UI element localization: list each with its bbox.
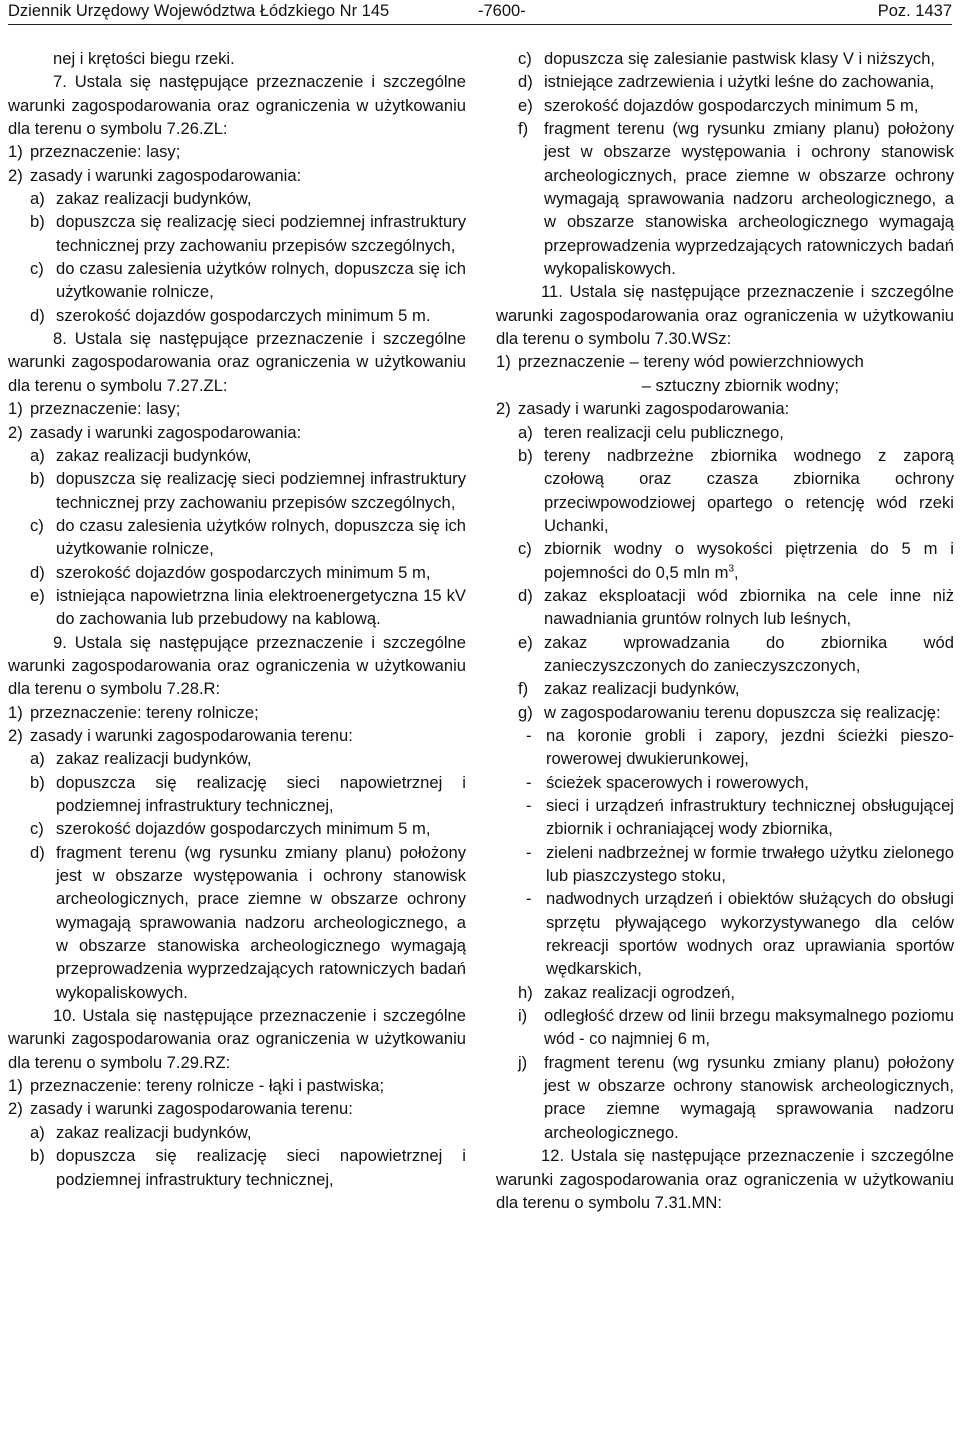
list-item-label: 2) (8, 725, 23, 745)
list-item-label: d) (518, 585, 533, 605)
list-item (8, 584, 466, 631)
dash-list-item (496, 841, 954, 888)
list-item-text: zasady i warunki zagospodarowania: (30, 165, 302, 185)
section-9-intro: 9. Ustala się następujące przeznaczenie i szczególne warunki zagospodarowania oraz ograniczenia w użytkowaniu dla terenu o symbolu 7.28.R: (8, 632, 466, 699)
list-item-label: e) (30, 585, 45, 605)
position-number: Poz. 1437 (877, 2, 952, 20)
list-item-label: 1) (8, 399, 23, 419)
list-item (8, 467, 466, 514)
section-11-list-c (496, 981, 954, 1144)
list-item (8, 1121, 466, 1144)
list-item-text: zasady i warunki zagospodarowania: (30, 422, 302, 442)
list-item (8, 257, 466, 304)
dash-list-item (496, 771, 954, 794)
list-item (8, 817, 466, 840)
list-item-label: c) (30, 819, 44, 839)
list-item-text: dopuszcza się realizację sieci podziemnej infrastruktury technicznej przy zachowaniu przepisów szczególnych, (56, 469, 466, 512)
list-item-text: dopuszcza się realizację sieci napowietrznej i podziemnej infrastruktury technicznej, (56, 1146, 466, 1189)
list-item (8, 1097, 466, 1120)
dash-bullet: - (526, 725, 532, 745)
list-item-label: c) (30, 515, 44, 535)
list-item-text: zakaz realizacji ogrodzeń, (544, 982, 735, 1002)
list-item (496, 94, 954, 117)
section-11-dash-list (496, 724, 954, 981)
list-item-text: przeznaczenie: tereny rolnicze; (30, 702, 259, 722)
list-item-text: zakaz eksploatacji wód zbiornika na cele inne niż nawadniania gruntów rolnych lub leśnych, (544, 585, 954, 629)
dash-list-item-text: nadwodnych urządzeń i obiektów służących do obsługi sprzętu pływającego wykorzystywanego dla celów rekreacji sportów wodnych oraz uprawiania sportów wędkarskich, (546, 889, 954, 979)
list-item-text: szerokość dojazdów gospodarczych minimum 5 m, (56, 819, 431, 839)
list-item-label: b) (30, 469, 45, 489)
section-7-list (8, 140, 466, 327)
list-item-label: d) (30, 842, 45, 862)
right-column (496, 47, 954, 1214)
list-item-text: do czasu zalesienia użytków rolnych, dopuszcza się ich użytkowanie rolnicze, (56, 259, 466, 302)
list-item-text: zasady i warunki zagospodarowania terenu: (30, 1099, 353, 1119)
section-12-intro: 12. Ustala się następujące przeznaczenie i szczególne warunki zagospodarowania oraz ograniczenia w użytkowaniu dla terenu o symbolu 7.31.MN: (496, 1146, 954, 1212)
list-item (8, 561, 466, 584)
list-item-label: b) (518, 445, 533, 465)
dash-bullet: - (526, 772, 532, 792)
dash-list-item-text: sieci i urządzeń infrastruktury technicznej obsługującej zbiornik i ochraniającej wody zbiornika, (546, 796, 954, 839)
page-number: -7600- (478, 2, 526, 20)
list-item-text: zakaz realizacji budynków, (56, 445, 252, 465)
list-item-text: w zagospodarowaniu terenu dopuszcza się realizację: (544, 702, 941, 722)
list-item-text-continuation: – sztuczny zbiornik wodny; (641, 375, 839, 395)
list-item (496, 70, 954, 93)
section-11-list-a (496, 421, 954, 538)
section-7-intro: 7. Ustala się następujące przeznaczenie i szczególne warunki zagospodarowania oraz ograniczenia w użytkowaniu dla terenu o symbolu 7.26.ZL: (8, 72, 466, 139)
list-item-text: zakaz wprowadzania do zbiornika wód zanieczyszczonych do zanieczyszczonych, (544, 632, 954, 675)
list-item-label: b) (30, 772, 45, 792)
list-item (8, 140, 466, 163)
dash-bullet: - (526, 842, 532, 862)
section-8-list (8, 397, 466, 630)
list-item-text: zakaz realizacji budynków, (56, 189, 252, 209)
list-item-label: d) (30, 305, 45, 325)
list-item-text: szerokość dojazdów gospodarczych minimum 5 m, (56, 562, 431, 582)
section-10-intro: 10. Ustala się następujące przeznaczenie i szczególne warunki zagospodarowania oraz ograniczenia w użytkowaniu dla terenu o symbolu 7.29.RZ: (8, 1006, 466, 1072)
list-item-text: tereny nadbrzeżne zbiornika wodnego z zaporą czołową oraz czasza zbiornika ochrony przeciwpowodziowej opartego o retencję wód rzeki Uchanki, (544, 445, 954, 535)
list-item (8, 164, 466, 187)
list-item (496, 631, 954, 678)
list-item (8, 421, 466, 444)
list-item-text: istniejące zadrzewienia i użytki leśne do zachowania, (544, 72, 935, 92)
section-9-list (8, 701, 466, 1004)
list-item-text: fragment terenu (wg rysunku zmiany planu) położony jest w obszarze ochrony stanowisk archeologicznych, prace ziemne wymagają sprawowania nadzoru archeologicznego. (544, 1052, 954, 1142)
list-item-text: zakaz realizacji budynków, (56, 749, 252, 769)
list-item-label: j) (518, 1052, 528, 1072)
list-item (8, 1144, 466, 1191)
list-item-text: przeznaczenie: tereny rolnicze - łąki i pastwiska; (30, 1076, 385, 1096)
list-item-label: b) (30, 1146, 45, 1166)
list-item-label: 1) (8, 702, 23, 722)
dash-list-item (496, 724, 954, 771)
list-item (8, 724, 466, 747)
list-item-label: i) (518, 1006, 528, 1026)
list-item-label: f) (518, 679, 529, 699)
list-item-text: szerokość dojazdów gospodarczych minimum 5 m, (544, 95, 919, 115)
list-item-label: c) (518, 49, 532, 68)
list-item-label: f) (518, 119, 529, 139)
list-item-text: fragment terenu (wg rysunku zmiany planu) położony jest w obszarze występowania i ochrony stanowisk archeologicznych, prace ziemne w obszarze ochrony wymagają sprawowania nadzoru archeologicznego, a w obszarze stanowiska archeologicznego wymagają przeprowadzenia wyprzedzających ratowniczych badań wykopaliskowych. (56, 842, 466, 1002)
dash-list-item-text: na koronie grobli i zapory, jezdni ścieżki pieszo-rowerowej dwukierunkowej, (546, 725, 954, 769)
list-item-text: przeznaczenie: lasy; (30, 399, 181, 419)
list-item-label: a) (30, 749, 45, 769)
list-item-text: odległość drzew od linii brzegu maksymalnego poziomu wód - co najmniej 6 m, (544, 1006, 954, 1049)
list-item-label: e) (518, 95, 533, 115)
list-item-label: g) (518, 702, 533, 722)
list-item-label: d) (30, 562, 45, 582)
list-item (8, 747, 466, 770)
section-10-list (8, 1074, 466, 1191)
left-column (8, 47, 466, 1191)
list-item (496, 981, 954, 1004)
list-item-text: dopuszcza się realizację sieci podziemnej infrastruktury technicznej przy zachowaniu przepisów szczególnych, (56, 212, 466, 255)
list-item (496, 1051, 954, 1144)
list-item (496, 701, 954, 724)
list-item (8, 187, 466, 210)
list-item-text: szerokość dojazdów gospodarczych minimum 5 m. (56, 305, 431, 325)
section-10-continued-list (496, 47, 954, 280)
list-item-text: przeznaczenie: lasy; (30, 142, 181, 162)
list-item-label: e) (518, 632, 533, 652)
dash-list-item-text: zieleni nadbrzeżnej w formie trwałego użytku zielonego lub piaszczystego stoku, (546, 842, 954, 886)
list-item-text: teren realizacji celu publicznego, (544, 422, 784, 442)
list-item-text: przeznaczenie – tereny wód powierzchniowych (518, 352, 864, 372)
list-item-label: a) (518, 422, 533, 442)
list-item (8, 397, 466, 420)
list-item (496, 1004, 954, 1051)
list-item (496, 421, 954, 444)
list-item (496, 584, 954, 631)
list-item (8, 304, 466, 327)
dash-list-item (496, 887, 954, 980)
list-item (8, 841, 466, 1004)
list-item (8, 210, 466, 257)
list-item-text: dopuszcza się realizację sieci napowietrznej i podziemnej infrastruktury technicznej, (56, 772, 466, 815)
list-item (496, 677, 954, 700)
dash-bullet: - (526, 796, 532, 815)
list-item-label: 2) (8, 422, 23, 442)
list-item (496, 117, 954, 280)
list-item-text: zakaz realizacji budynków, (56, 1122, 252, 1142)
list-item-label: a) (30, 445, 45, 465)
list-item (496, 47, 954, 70)
list-item (8, 771, 466, 818)
list-item-label: 2) (8, 1099, 23, 1119)
page-header (8, 0, 952, 25)
dash-list-item-text: ścieżek spacerowych i rowerowych, (546, 772, 809, 792)
list-item-text: fragment terenu (wg rysunku zmiany planu) położony jest w obszarze występowania i ochrony stanowisk archeologicznych, prace ziemne w obszarze ochrony wymagają sprawowania nadzoru archeologicznego, a w obszarze stanowiska archeologicznego wymagają przeprowadzenia wyprzedzających ratowniczych badań wykopaliskowych. (544, 119, 954, 279)
list-item-text: do czasu zalesienia użytków rolnych, dopuszcza się ich użytkowanie rolnicze, (56, 515, 466, 559)
section-11-intro: 11. Ustala się następujące przeznaczenie i szczególne warunki zagospodarowania oraz ograniczenia w użytkowaniu dla terenu o symbolu 7.30.WSz: (496, 282, 954, 349)
list-item-label: 1) (8, 142, 23, 162)
dash-bullet: - (526, 889, 532, 909)
list-item-text: zbiornik wodny o wysokości piętrzenia do 5 m i pojemności do 0,5 mln $m^3$, (544, 539, 954, 582)
list-item-text: zasady i warunki zagospodarowania terenu: (30, 725, 353, 745)
list-item-label: 1) (8, 1076, 23, 1096)
list-item-label: b) (30, 212, 45, 232)
list-item-text: istniejąca napowietrzna linia elektroenergetyczna 15 kV do zachowania lub przebudowy na kablową. (56, 585, 466, 629)
list-item: c) zbiornik wodny o wysokości piętrzenia do 5 m i pojemności do 0,5 mln $m^3$, (496, 537, 954, 584)
journal-title: Dziennik Urzędowy Województwa Łódzkiego Nr 145 (8, 2, 390, 20)
list-item: 2) zasady i warunki zagospodarowania: (496, 397, 954, 420)
section-8-intro: 8. Ustala się następujące przeznaczenie i szczególne warunki zagospodarowania oraz ograniczenia w użytkowaniu dla terenu o symbolu 7.27.ZL: (8, 329, 466, 395)
list-item (8, 444, 466, 467)
list-item-label: 2) (8, 165, 23, 185)
list-item-label: h) (518, 982, 533, 1002)
list-item (8, 701, 466, 724)
superscript: 3 (728, 563, 735, 575)
section-11-list-b (496, 584, 954, 724)
list-item: 1) przeznaczenie – tereny wód powierzchniowych (496, 350, 954, 373)
paragraph-continuation: nej i krętości biegu rzeki. (53, 49, 235, 68)
list-item-text: zakaz realizacji budynków, (544, 679, 740, 699)
list-item (8, 514, 466, 561)
list-item-label: c) (30, 259, 44, 279)
list-item (8, 1074, 466, 1097)
list-item-text: dopuszcza się zalesianie pastwisk klasy V i niższych, (544, 49, 936, 68)
list-item (496, 444, 954, 537)
list-item-text: zasady i warunki zagospodarowania: (518, 399, 790, 419)
list-item-label: a) (30, 189, 45, 209)
dash-list-item (496, 794, 954, 841)
list-item-label: d) (518, 72, 533, 92)
list-item-label: a) (30, 1122, 45, 1142)
